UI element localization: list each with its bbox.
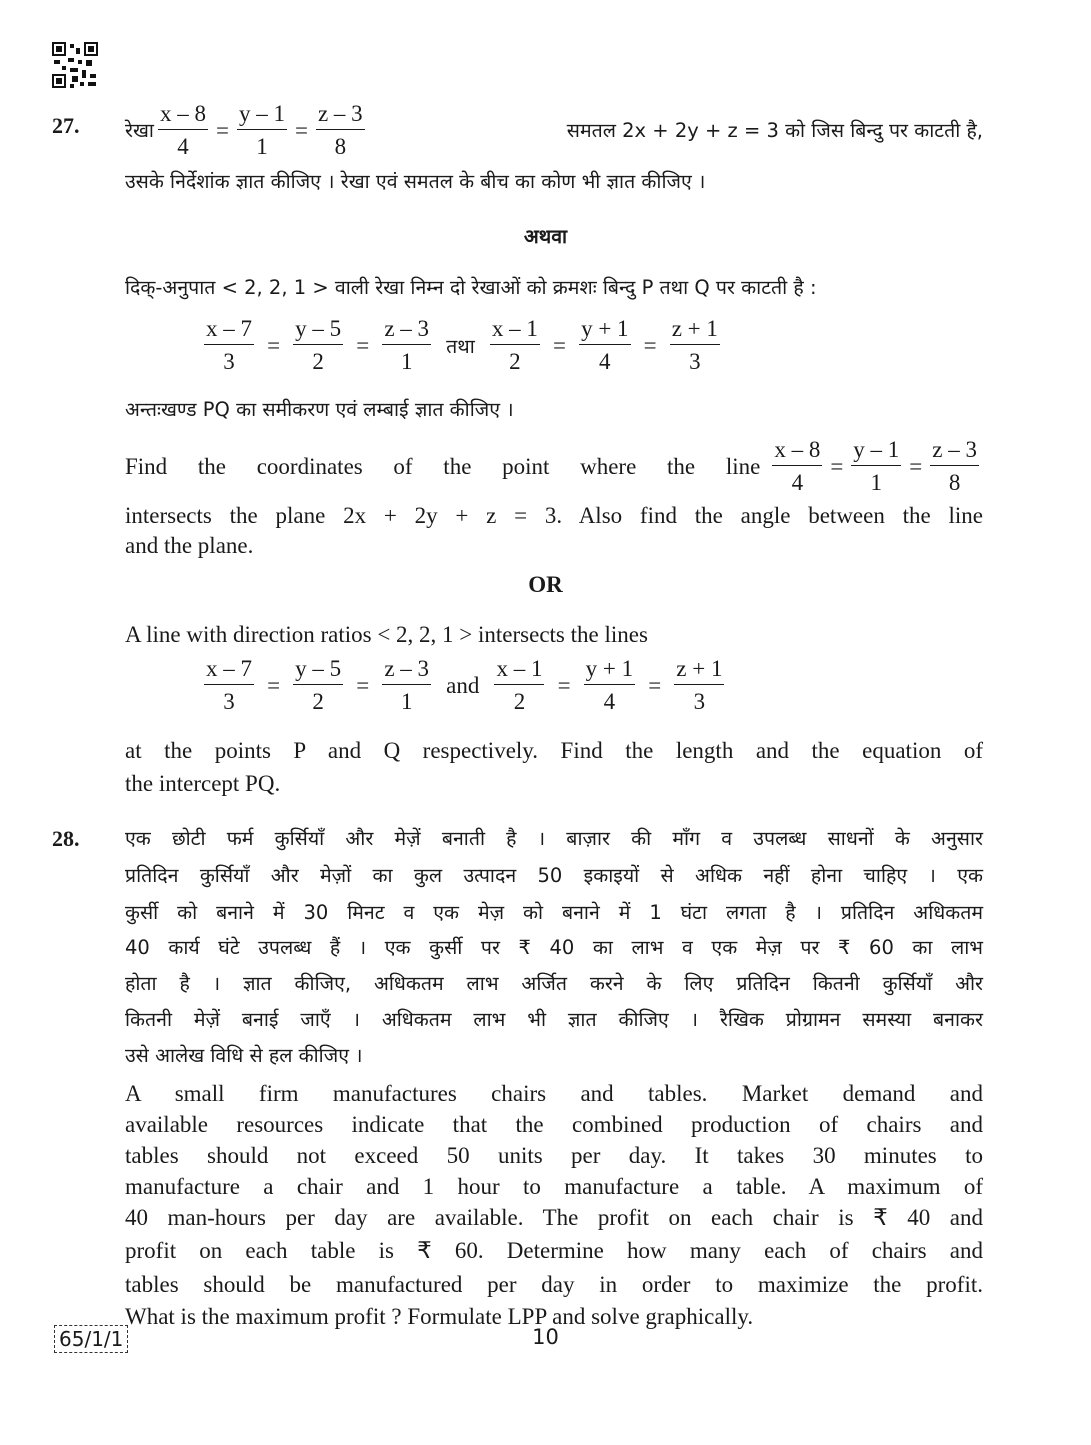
q28-english-line: available resources indicate that the combined production of chairs and bbox=[125, 1112, 983, 1137]
and-word: and bbox=[446, 672, 480, 698]
q27-or-english-line-2: at the points P and Q respectively. Find the length and the equation of bbox=[125, 738, 983, 763]
q27-or-english-line-1: A line with direction ratios < 2, 2, 1 > intersects the lines bbox=[125, 622, 648, 647]
q28-english-line: tables should not exceed 50 units per day. It takes 30 minutes to bbox=[125, 1143, 983, 1168]
fraction: $\frac{x - 8}{4}$ bbox=[159, 100, 206, 159]
qr-code-icon bbox=[52, 42, 98, 88]
q27-or-english-equations: $\frac{x - 7}{3}$ = $\frac{y - 5}{2}$ = $\frac{z - 3}{1}$ and $\frac{x - 1}{2}$ = $\frac{y + 1}{4}$ = $\frac{z + 1}{3}$ bbox=[206, 656, 723, 714]
q28-english-line: manufacture a chair and 1 hour to manufacture a table. A maximum of bbox=[125, 1174, 983, 1199]
q28-english-line: profit on each table is ₹ 60. Determine how many each of chairs and bbox=[125, 1238, 983, 1263]
page-number: 10 bbox=[532, 1325, 559, 1349]
fraction: $\frac{z - 3}{8}$ bbox=[317, 100, 363, 159]
question-number-27: 27. bbox=[52, 113, 80, 138]
or-heading-hindi: अथवा bbox=[523, 225, 568, 248]
fraction: $\frac{y - 1}{1}$ bbox=[238, 100, 285, 159]
q27-english-line-1: Find the coordinates of the point where the line $\frac{x - 8}{4}$ = $\frac{y - 1}{1}$ = $\frac{z - 3}{8}$ bbox=[125, 436, 977, 495]
q27-english-line-2: intersects the plane 2x + 2y + z = 3. Also find the angle between the line bbox=[125, 503, 983, 528]
paper-code-badge: 65/1/1 bbox=[54, 1325, 128, 1353]
q28-hindi-line: होता है । ज्ञात कीजिए, अधिकतम लाभ अर्जित करने के लिए प्रतिदिन कितनी कुर्सियाँ और bbox=[125, 972, 983, 995]
q28-english-line: 40 man-hours per day are available. The profit on each chair is ₹ 40 and bbox=[125, 1205, 983, 1230]
q27-or-hindi-line-1: दिक्-अनुपात < 2, 2, 1 > वाली रेखा निम्न दो रेखाओं को क्रमशः बिन्दु P तथा Q पर काटती है : bbox=[125, 276, 817, 299]
q27-or-hindi-equations: $\frac{x - 7}{3}$ = $\frac{y - 5}{2}$ = $\frac{z - 3}{1}$ तथा $\frac{x - 1}{2}$ = $\frac{y + 1}{4}$ = $\frac{z + 1}{3}$ bbox=[206, 316, 718, 374]
q28-hindi-line: उसे आलेख विधि से हल कीजिए । bbox=[125, 1044, 363, 1067]
q28-hindi-line: एक छोटी फर्म कुर्सियाँ और मेज़ें बनाती है । बाज़ार की माँग व उपलब्ध साधनों के अनुसार bbox=[125, 827, 983, 850]
q27-hindi-rekha: रेखा bbox=[125, 118, 154, 142]
or-heading-english: OR bbox=[528, 572, 563, 597]
q28-english-line: A small firm manufactures chairs and tables. Market demand and bbox=[125, 1081, 983, 1106]
q28-hindi-line: कुर्सी को बनाने में 30 मिनट व एक मेज़ को बनाने में 1 घंटा लगता है । प्रतिदिन अधिकतम bbox=[125, 901, 983, 924]
q28-hindi-line: 40 कार्य घंटे उपलब्ध हैं । एक कुर्सी पर ₹ 40 का लाभ व एक मेज़ पर ₹ 60 का लाभ bbox=[125, 936, 983, 959]
q27-hindi-line-1: रेखा $\frac{x - 8}{4}$ = $\frac{y - 1}{1}$ = $\frac{z - 3}{8}$ समतल 2x + 2y + z = 3 को जिस बिन्दु पर काटती है, bbox=[125, 100, 983, 159]
q27-hindi-plane-text: समतल 2x + 2y + z = 3 को जिस बिन्दु पर काटती है, bbox=[566, 118, 983, 142]
tatha-word: तथा bbox=[446, 335, 475, 358]
q28-english-line: tables should be manufactured per day in order to maximize the profit. bbox=[125, 1272, 983, 1297]
q27-english-line-3: and the plane. bbox=[125, 533, 254, 558]
q27-or-english-line-3: the intercept PQ. bbox=[125, 771, 281, 796]
q28-english-line: What is the maximum profit ? Formulate LPP and solve graphically. bbox=[125, 1304, 754, 1329]
q28-hindi-line: कितनी मेज़ें बनाई जाएँ । अधिकतम लाभ भी ज्ञात कीजिए । रैखिक प्रोग्रामन समस्या बनाकर bbox=[125, 1008, 983, 1031]
q28-hindi-line: प्रतिदिन कुर्सियाँ और मेज़ों का कुल उत्पादन 50 इकाइयों से अधिक नहीं होना चाहिए । एक bbox=[125, 864, 983, 887]
q27-or-hindi-line-2: अन्तःखण्ड PQ का समीकरण एवं लम्बाई ज्ञात कीजिए । bbox=[125, 398, 514, 421]
q27-hindi-line-2: उसके निर्देशांक ज्ञात कीजिए । रेखा एवं समतल के बीच का कोण भी ज्ञात कीजिए । bbox=[125, 170, 706, 193]
question-number-28: 28. bbox=[52, 826, 80, 851]
